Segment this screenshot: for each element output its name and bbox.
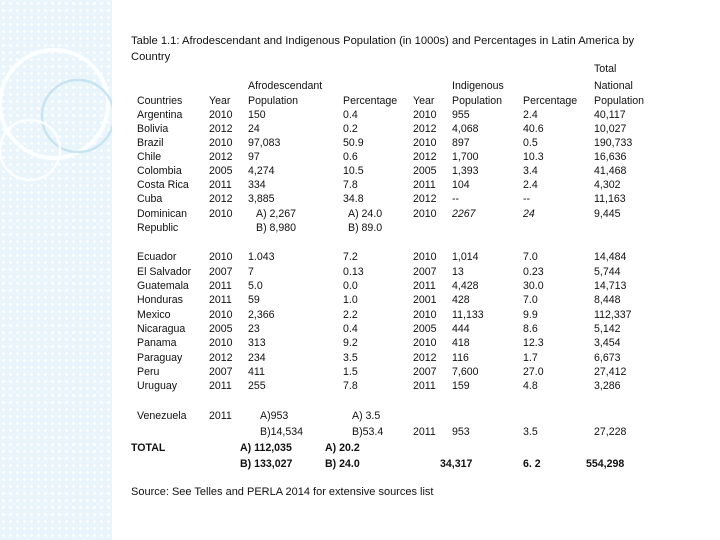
cell-national-population: 3,454 [594,337,621,349]
cell-country: Honduras [137,294,183,306]
cell-country: Colombia [137,165,182,177]
cell-year-2: 2012 [413,352,437,364]
cell-national-population: 5,744 [594,266,621,278]
cell-afro-percentage: 1.0 [343,294,358,306]
cell-national-population: 190,733 [594,137,633,149]
cell-year-2: 2011 [413,380,436,392]
cell-year-2: 2010 [413,251,437,263]
cell-national-population: 112,337 [594,309,632,321]
cell-country: Uruguay [137,380,178,392]
cell-indigenous-percentage: 7.0 [523,294,538,306]
cell-afro-population: 3,885 [248,193,275,205]
cell-year-2: 2012 [413,123,437,135]
cell-indigenous-population: 159 [452,380,470,392]
cell-afro-percentage: 1.5 [343,366,358,378]
cell-afro-percentage: 10.5 [343,165,364,177]
cell-indigenous-population: 1,700 [452,151,479,163]
cell-indigenous-percentage: -- [523,193,531,205]
cell-afro-population: 59 [248,294,260,306]
header-indigenous: Indigenous [452,80,504,92]
cell-year: 2012 [209,123,233,135]
cell-indigenous-percentage: 10.3 [523,151,544,163]
cell-indigenous-population: 13 [452,266,464,278]
cell-afro-population: B)14,534 [260,426,303,438]
cell-indigenous-population: 1,014 [452,251,479,263]
cell-national-population: 3,286 [594,380,621,392]
cell-indigenous-percentage: 0.23 [523,266,544,278]
cell-indigenous-percentage: 4.8 [523,380,538,392]
total-afro-pct-b: B) 24.0 [325,458,360,470]
cell-national-population: 9,445 [594,208,621,220]
cell-year-2: 2010 [413,337,437,349]
cell-afro-population: A)953 [260,410,289,422]
cell-country: Paraguay [137,352,183,364]
cell-indigenous-percentage: 12.3 [523,337,544,349]
cell-afro-population: 2,366 [248,309,275,321]
cell-country: Cuba [137,193,163,205]
cell-indigenous-population: 418 [452,337,470,349]
cell-national-population: 27,228 [594,426,627,438]
cell-afro-population: 97 [248,151,260,163]
header-year-2: Year [413,95,435,107]
cell-year-2: 2001 [413,294,437,306]
cell-year: 2011 [209,179,232,191]
header-afro-population: Population [248,95,299,107]
cell-year-2: 2005 [413,165,437,177]
cell-national-population: 41,468 [594,165,627,177]
cell-afro-percentage: B) 89.0 [348,222,383,234]
cell-country: Mexico [137,309,171,321]
cell-indigenous-population: 2267 [452,208,476,220]
header-afrodescendant: Afrodescendant [248,80,323,92]
cell-year-2: 2010 [413,208,437,220]
cell-afro-percentage: 2.2 [343,309,358,321]
cell-afro-percentage: 7.8 [343,179,358,191]
cell-afro-percentage: 7.2 [343,251,358,263]
cell-indigenous-population: 7,600 [452,366,479,378]
source-note: Source: See Telles and PERLA 2014 for extensive sources list [131,486,434,498]
cell-country: Guatemala [137,280,189,292]
cell-afro-percentage: 0.2 [343,123,358,135]
cell-year-2: 2005 [413,323,437,335]
cell-indigenous-percentage: 2.4 [523,179,538,191]
cell-year: 2011 [209,380,232,392]
cell-afro-population: 97,083 [248,137,281,149]
cell-afro-population: 4,274 [248,165,275,177]
cell-national-population: 6,673 [594,352,621,364]
cell-year: 2005 [209,323,233,335]
cell-indigenous-percentage: 27.0 [523,366,544,378]
cell-year: 2011 [209,280,232,292]
cell-year: 2010 [209,208,233,220]
cell-afro-percentage: 50.9 [343,137,364,149]
cell-indigenous-population: 11,133 [452,309,484,321]
cell-afro-population: 313 [248,337,266,349]
cell-afro-population: 23 [248,323,260,335]
cell-indigenous-percentage: 2.4 [523,109,538,121]
cell-year: 2010 [209,337,233,349]
table-title: Table 1.1: Afrodescendant and Indigenous Population (in 1000s) and Percentages in Latin America by Country [131,35,635,63]
header-afro-percentage: Percentage [343,95,398,107]
cell-year-2: 2010 [413,137,437,149]
cell-year-2: 2007 [413,266,437,278]
header-national: National [594,80,633,92]
cell-indigenous-percentage: 1.7 [523,352,538,364]
header-national-population: Population [594,95,645,107]
cell-afro-percentage: 0.0 [343,280,358,292]
cell-national-population: 8,448 [594,294,621,306]
cell-year: 2012 [209,352,233,364]
cell-year-2: 2012 [413,193,437,205]
cell-country: Panama [137,337,177,349]
cell-year: 2012 [209,151,233,163]
cell-indigenous-population: -- [452,193,460,205]
cell-national-population: 27,412 [594,366,627,378]
cell-afro-percentage: 0.4 [343,109,358,121]
cell-indigenous-percentage: 8.6 [523,323,538,335]
decorative-circles [0,0,112,540]
cell-year: 2007 [209,266,233,278]
header-indigenous-percentage: Percentage [523,95,578,107]
cell-indigenous-population: 116 [452,352,469,364]
cell-indigenous-percentage: 0.5 [523,137,538,149]
cell-indigenous-percentage: 24 [523,208,535,220]
cell-indigenous-percentage: 9.9 [523,309,538,321]
cell-indigenous-population: 1,393 [452,165,479,177]
cell-country: Dominican [137,208,188,220]
cell-country: Peru [137,366,160,378]
cell-year-2: 2010 [413,309,437,321]
cell-year-2: 2011 [413,280,436,292]
cell-afro-population: 411 [248,366,265,378]
total-indigenous-pop: 34,317 [440,458,473,470]
cell-country: Costa Rica [137,179,189,191]
cell-year: 2007 [209,366,233,378]
cell-afro-percentage: 0.4 [343,323,358,335]
cell-national-population: 4,302 [594,179,621,191]
cell-year-2: 2011 [413,179,436,191]
header-indigenous-population: Population [452,95,503,107]
decorative-side-pattern [0,0,112,540]
cell-afro-percentage: A) 24.0 [348,208,383,220]
cell-afro-percentage: 9.2 [343,337,358,349]
cell-year: 2010 [209,137,233,149]
header-year: Year [209,95,231,107]
cell-indigenous-percentage: 3.4 [523,165,538,177]
cell-indigenous-population: 104 [452,179,470,191]
cell-indigenous-population: 4,068 [452,123,479,135]
cell-indigenous-population: 897 [452,137,470,149]
cell-year: 2011 [209,410,232,422]
cell-national-population: 5,142 [594,323,621,335]
total-label: TOTAL [131,442,166,454]
cell-afro-population: 150 [248,109,266,121]
cell-country: Venezuela [137,410,187,422]
cell-year: 2010 [209,309,233,321]
total-indigenous-pct: 6. 2 [523,458,541,470]
cell-year-2: 2010 [413,109,437,121]
cell-country: Brazil [137,137,164,149]
cell-afro-population: 234 [248,352,266,364]
cell-year-2: 2012 [413,151,437,163]
cell-year: 2005 [209,165,233,177]
cell-year: 2010 [209,251,233,263]
cell-afro-percentage: 34.8 [343,193,364,205]
cell-year: 2011 [209,294,232,306]
cell-national-population: 14,484 [594,251,627,263]
cell-country: Nicaragua [137,323,186,335]
total-afro-pct-a: A) 20.2 [325,442,360,454]
cell-indigenous-population: 444 [452,323,470,335]
cell-country: Republic [137,222,179,234]
cell-country: El Salvador [137,266,192,278]
cell-national-population: 14,713 [594,280,627,292]
cell-country: Chile [137,151,162,163]
cell-afro-percentage: 3.5 [343,352,358,364]
cell-indigenous-percentage: 3.5 [523,426,538,438]
cell-indigenous-population: 953 [452,426,470,438]
cell-indigenous-percentage: 7.0 [523,251,538,263]
total-national-pop: 554,298 [586,458,625,470]
cell-indigenous-population: 955 [452,109,470,121]
cell-afro-population: 7 [248,266,254,278]
total-afro-pop-a: A) 112,035 [240,442,292,454]
cell-afro-population: A) 2,267 [256,208,297,220]
cell-afro-percentage: A) 3.5 [352,410,381,422]
cell-country: Argentina [137,109,183,121]
header-total: Total [594,63,617,75]
cell-national-population: 10,027 [594,123,627,135]
cell-year-2: 2007 [413,366,437,378]
cell-afro-population: B) 8,980 [256,222,297,234]
header-countries: Countries [137,95,183,107]
cell-country: Bolivia [137,123,169,135]
cell-afro-percentage: 0.13 [343,266,364,278]
cell-afro-population: 255 [248,380,266,392]
cell-afro-population: 24 [248,123,260,135]
cell-afro-percentage: B)53.4 [352,426,384,438]
cell-indigenous-percentage: 40.6 [523,123,544,135]
cell-afro-percentage: 0.6 [343,151,358,163]
slide [112,0,720,540]
total-afro-pop-b: B) 133,027 [240,458,293,470]
cell-national-population: 40,117 [594,109,626,121]
cell-national-population: 11,163 [594,193,626,205]
cell-afro-population: 5.0 [248,280,263,292]
cell-year-2: 2011 [413,426,436,438]
cell-indigenous-percentage: 30.0 [523,280,544,292]
cell-year: 2010 [209,109,233,121]
cell-national-population: 16,636 [594,151,627,163]
cell-indigenous-population: 428 [452,294,470,306]
cell-afro-population: 1.043 [248,251,275,263]
cell-afro-population: 334 [248,179,266,191]
cell-country: Ecuador [137,251,177,263]
cell-afro-percentage: 7.8 [343,380,358,392]
cell-year: 2012 [209,193,233,205]
cell-indigenous-population: 4,428 [452,280,479,292]
